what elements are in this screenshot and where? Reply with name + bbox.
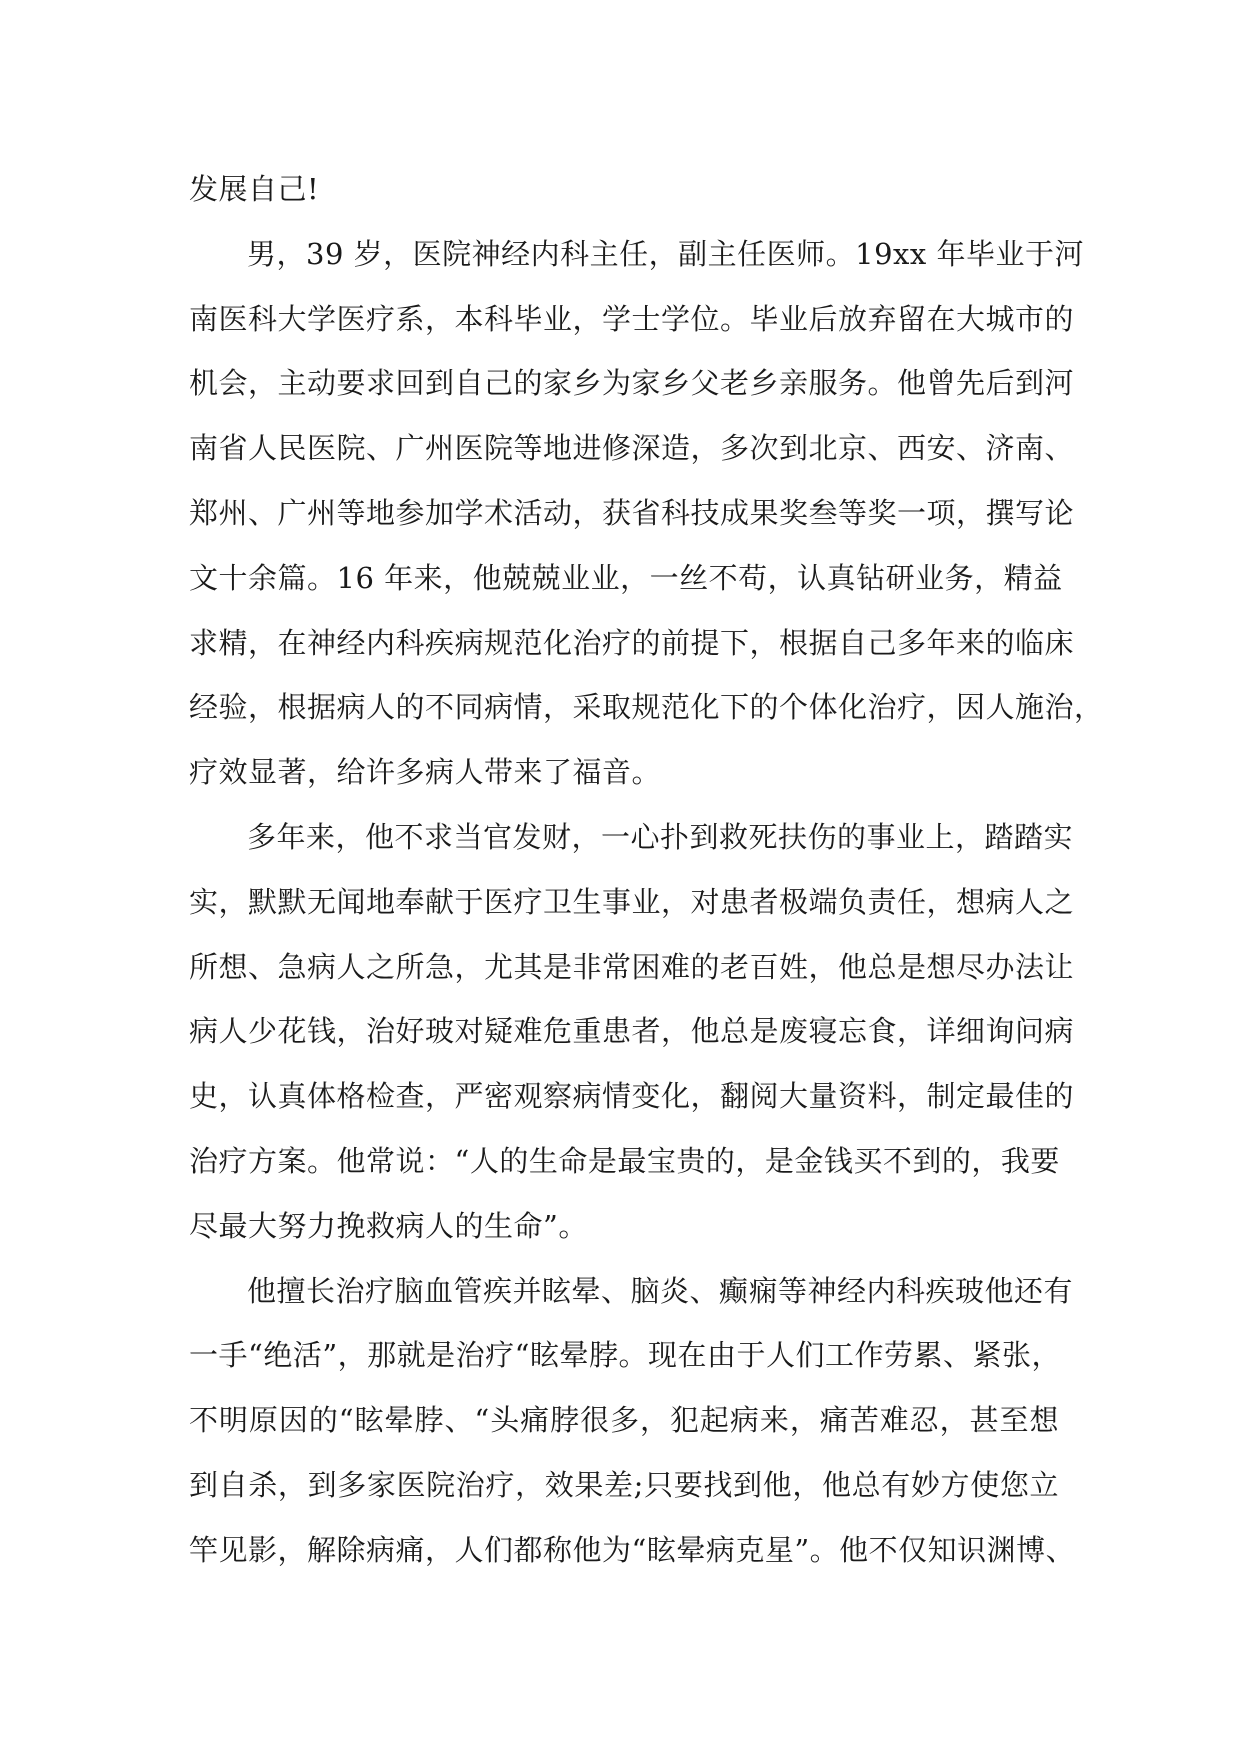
text-line: 竿见影，解除病痛，人们都称他为“眩晕病克星”。他不仅知识渊博、 <box>189 1532 1076 1567</box>
text-line: 经验，根据病人的不同病情，采取规范化下的个体化治疗，因人施治， <box>189 690 1104 725</box>
text-line: 文十余篇。16 年来，他兢兢业业，一丝不苟，认真钻研业务，精益 <box>189 560 1063 595</box>
text-line: 疗效显著，给许多病人带来了福音。 <box>189 755 662 790</box>
text-line: 尽最大努力挽救病人的生命”。 <box>189 1208 588 1243</box>
paragraph-start-line: 男，39 岁，医院神经内科主任，副主任医师。19xx 年毕业于河 <box>247 236 1084 271</box>
text-line: 郑州、广州等地参加学术活动，获省科技成果奖叁等奖一项，撰写论 <box>189 495 1075 530</box>
text-line: 不明原因的“眩晕脖、“头痛脖很多，犯起病来，痛苦难忍，甚至想 <box>189 1403 1059 1438</box>
text-line: 到自杀，到多家医院治疗，效果差;只要找到他，他总有妙方使您立 <box>189 1467 1059 1502</box>
paragraph-start-line: 多年来，他不求当官发财，一心扑到救死扶伤的事业上，踏踏实 <box>247 819 1074 854</box>
text-line: 南省人民医院、广州医院等地进修深造，多次到北京、西安、济南、 <box>189 431 1075 466</box>
text-line: 所想、急病人之所急，尤其是非常困难的老百姓，他总是想尽办法让 <box>189 949 1075 984</box>
text-line: 一手“绝活”，那就是治疗“眩晕脖。现在由于人们工作劳累、紧张， <box>189 1338 1061 1373</box>
text-line: 病人少花钱，治好玻对疑难危重患者，他总是废寝忘食，详细询问病 <box>189 1014 1075 1049</box>
text-line: 机会，主动要求回到自己的家乡为家乡父老乡亲服务。他曾先后到河 <box>189 366 1075 401</box>
text-line: 南医科大学医疗系，本科毕业，学士学位。毕业后放弃留在大城市的 <box>189 301 1075 336</box>
text-line: 治疗方案。他常说：“人的生命是最宝贵的，是金钱买不到的，我要 <box>189 1143 1060 1178</box>
text-line: 发展自己! <box>189 172 320 206</box>
text-line: 实，默默无闻地奉献于医疗卫生事业，对患者极端负责任，想病人之 <box>189 884 1075 919</box>
text-line: 求精，在神经内科疾病规范化治疗的前提下，根据自己多年来的临床 <box>189 625 1075 660</box>
paragraph-start-line: 他擅长治疗脑血管疾并眩晕、脑炎、癫痫等神经内科疾玻他还有 <box>247 1273 1074 1308</box>
body-text <box>189 157 1104 1583</box>
text-line: 史，认真体格检查，严密观察病情变化，翻阅大量资料，制定最佳的 <box>189 1079 1075 1114</box>
